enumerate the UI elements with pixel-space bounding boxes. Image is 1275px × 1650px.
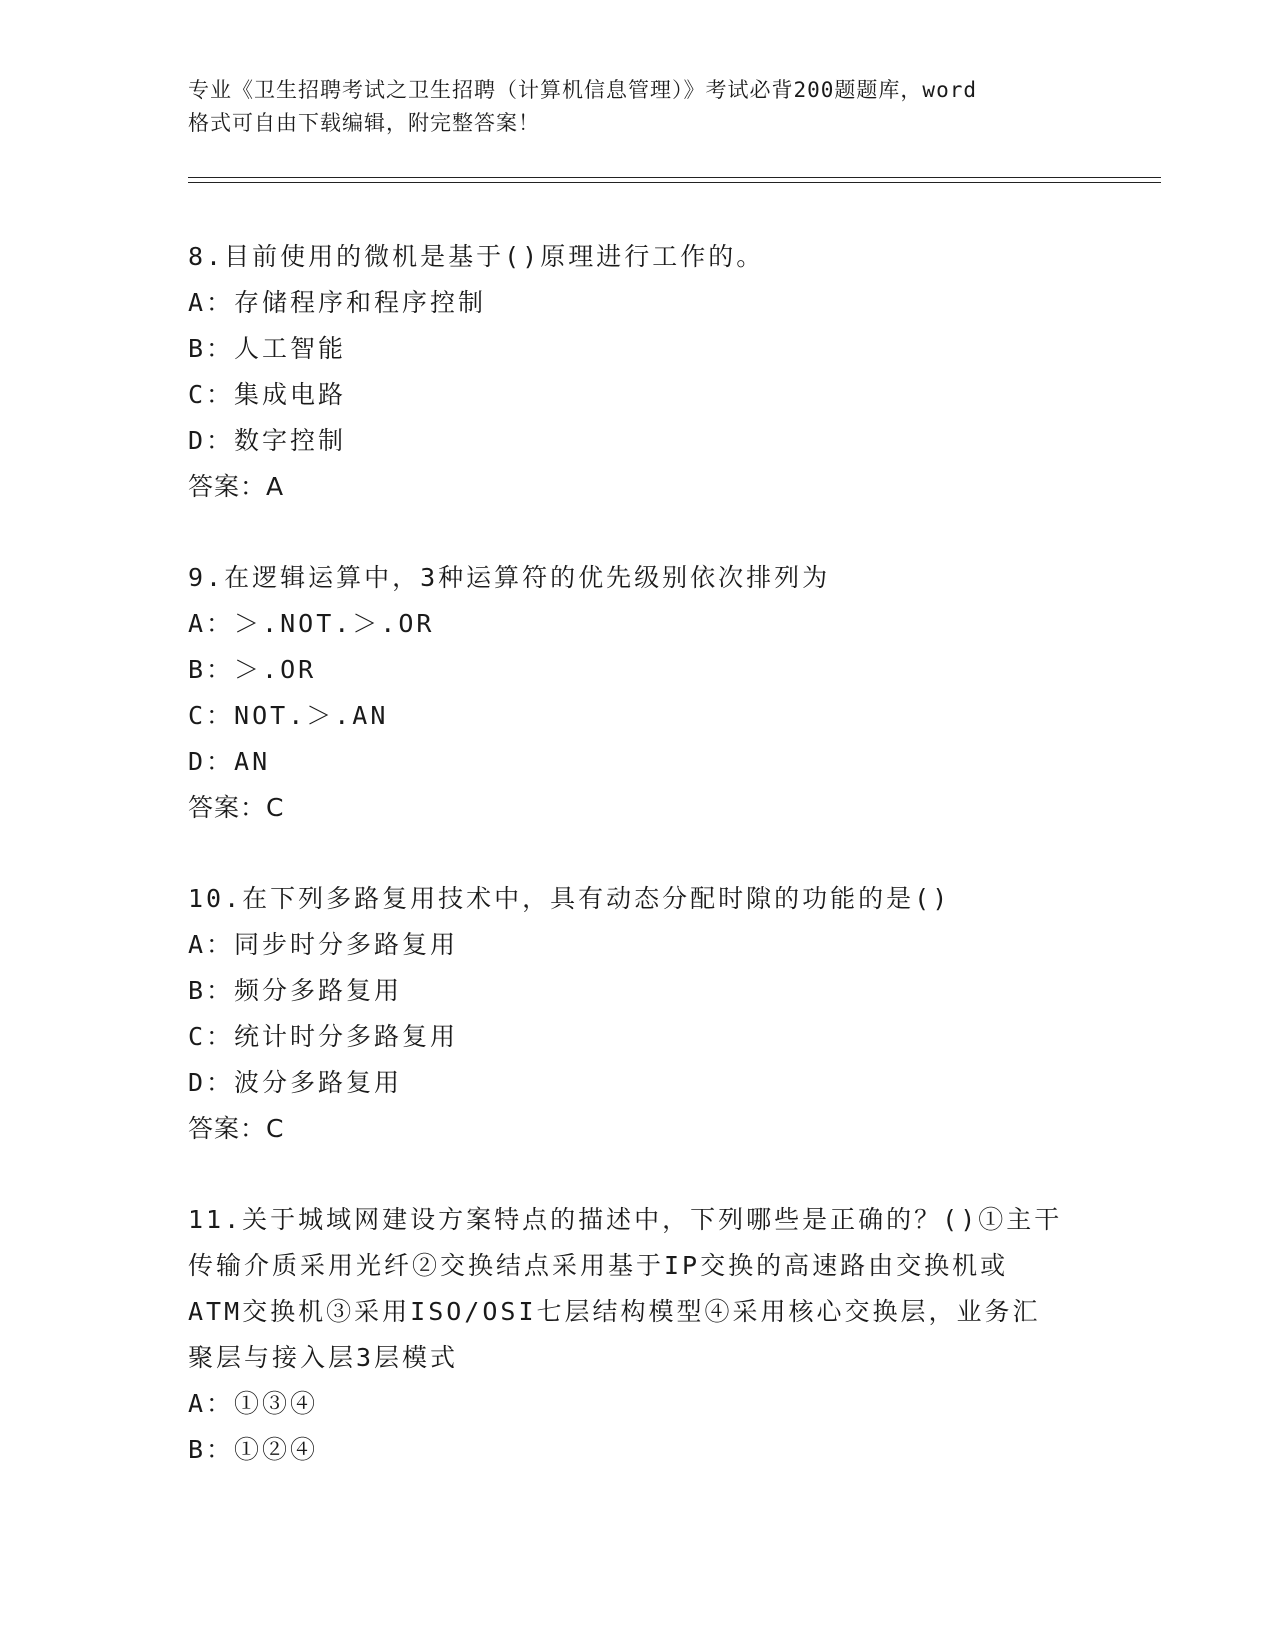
option-d: D：AN — [188, 747, 271, 776]
option-b: B：①②④ — [188, 1435, 319, 1464]
question-10 — [188, 876, 1088, 1152]
option-b: B：频分多路复用 — [188, 976, 403, 1005]
question-11 — [188, 1197, 1088, 1473]
option-a: A：＞.NOT.＞.OR — [188, 609, 435, 638]
option-c: C：集成电路 — [188, 380, 347, 409]
answer: 答案：C — [188, 793, 285, 822]
question-text: 9.在逻辑运算中，3种运算符的优先级别依次排列为 — [188, 563, 831, 592]
question-8 — [188, 234, 1088, 510]
answer: 答案：C — [188, 1114, 285, 1143]
option-c: C：统计时分多路复用 — [188, 1022, 459, 1051]
header-divider-bottom — [188, 182, 1161, 183]
option-b: B：＞.OR — [188, 655, 317, 684]
header-line-1: 专业《卫生招聘考试之卫生招聘（计算机信息管理）》考试必背200题题库，word — [188, 78, 977, 102]
option-a: A：同步时分多路复用 — [188, 930, 459, 959]
question-text-line-2: 传输介质采用光纤②交换结点采用基于IP交换的高速路由交换机或 — [188, 1251, 1009, 1280]
question-9 — [188, 555, 1088, 831]
question-text: 10.在下列多路复用技术中，具有动态分配时隙的功能的是() — [188, 884, 951, 913]
question-text-line-4: 聚层与接入层3层模式 — [188, 1343, 459, 1372]
header-line-2: 格式可自由下载编辑，附完整答案！ — [188, 111, 540, 135]
option-b: B：人工智能 — [188, 334, 347, 363]
option-a: A：存储程序和程序控制 — [188, 288, 487, 317]
document-header — [188, 74, 1108, 140]
question-text-line-3: ATM交换机③采用ISO/OSI七层结构模型④采用核心交换层，业务汇 — [188, 1297, 1041, 1326]
question-text: 8.目前使用的微机是基于()原理进行工作的。 — [188, 242, 765, 271]
option-c: C：NOT.＞.AN — [188, 701, 389, 730]
answer: 答案：A — [188, 472, 285, 501]
option-d: D：数字控制 — [188, 426, 347, 455]
option-a: A：①③④ — [188, 1389, 319, 1418]
question-text-line-1: 11.关于城域网建设方案特点的描述中，下列哪些是正确的？()①主干 — [188, 1205, 1063, 1234]
option-d: D：波分多路复用 — [188, 1068, 403, 1097]
header-divider-top — [188, 177, 1161, 178]
